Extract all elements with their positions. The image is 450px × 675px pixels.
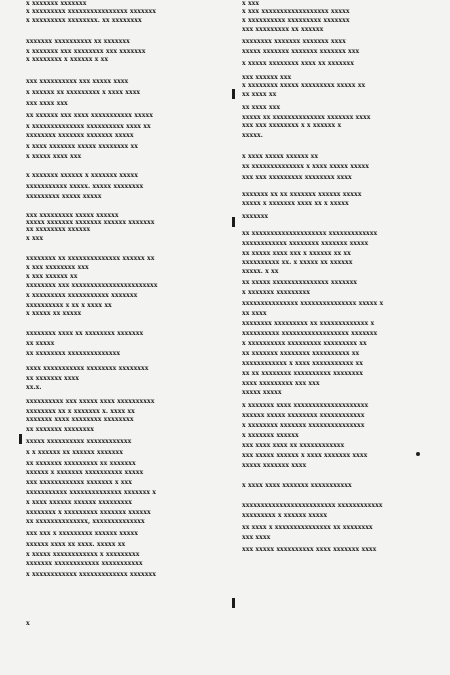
text-line: xxxxxx xxxxx xxxxxxxx xxxxxxxxxxxx [242,412,365,419]
text-line: xxxxxxxx xx xxxxxxxxxxxxxx xxxxxx xx [26,255,155,262]
text-line: xxxxx xxxxxxx xxxx [242,462,307,469]
text-line: xxxxxxxxxxxx xxxxxxxx xxxxxxx xxxxx [242,240,369,247]
text-line: x xxxxx xx xxxxx [26,310,82,317]
text-line: xxxxxx x xxxxxxx xxxxxxxxxx xxxxx [26,469,144,476]
text-line: x xxx xxxxxx xx [26,273,78,280]
text-line: xx xxxx xxx [242,104,281,111]
text-line: xxxxxxxxx x xxxxxx xxxxx [242,512,328,519]
text-line: xxxx xxxxxxxxx xxx xxx [242,380,320,387]
text-line: xxx xxxxxxxxx xx xxxxxx [242,26,324,33]
text-line: xx xxxxxxxxxxxxxx x xxxx xxxxx xxxxx [242,163,369,170]
text-line: xxx xxx xxxxxxxx x x xxxxxx x [242,122,342,129]
text-line: xx xxxx x xxxxxxxxxxxxxxx xx xxxxxxxx [242,524,373,531]
text-line: xxx xxxxx xxxxxxxxxx xxxx xxxxxxx xxxx [242,546,377,553]
text-line: xx xx xxxxxxxx xxxxxxxxxx xxxxxxxx [242,370,363,377]
text-line: xx xxxxxxx xxxxxxxxx xx xxxxxxx [26,460,136,467]
text-line: x xxxxxxxxxxxxxx xxxxxxxxxx xxxx xx [26,123,151,130]
text-line: xxxxxxxxx xxxxx xxxxx [26,193,102,200]
text-line: xxxxxxxxxxxxxxxxxxxxxxxxx xxxxxxxxxxxx [242,502,383,509]
text-line: xxxxx xxxxxxxxxx xxxxxxxxxxxx [26,438,132,445]
text-line: xx xxxxxxxxxxxxxx, xxxxxxxxxxxxxx [26,518,145,525]
text-line: xx xxxxxxx xxxxxxxx xxxxxxxxxx xx [242,350,360,357]
text-line: xxx xxxxxxxxxx xxx xxxxx xxxx [26,78,129,85]
text-line: xxx xxxxxxxxxxxx xxxxxxx x xxx [26,479,133,486]
text-line: xx xxxxxxxxxxxxxxxxxxxx xxxxxxxxxxxxx [242,230,378,237]
text-line: xx xxxxxxx xxxxxxxx [26,426,94,433]
text-line: xxxxxxxxxx xxx xxxxx xxxx xxxxxxxxxx [26,398,155,405]
text-line: xx xxxxx xxxxxxxxxxxxxxx xxxxxxx [242,279,358,286]
text-line: x xxx [26,235,44,242]
text-line: xxxxx xxxxxxx xxxxxxx xxxxxxx xxx [242,48,360,55]
text-line: xx xxxxxx xxx xxxx xxxxxxxxxxx xxxxx [26,112,153,119]
text-line: xxxxx. [242,132,263,139]
text-line: xxxxxxxxxxxxxxx xxxxxxxxxxxxxxx xxxxx x [242,300,384,307]
text-line: xxxxxxxx xxxxxxx xxxxxxx xxxx [242,38,346,45]
text-line: xxxxx xxxxxxx xxxxxxx xxxxxx xxxxxxx [26,219,155,226]
text-line: x xxxxxxx xxxxxxx [26,0,87,7]
ink-speck [416,452,420,456]
text-line: xxxxx x xxxxxxx xxxx xx x xxxxx [242,200,349,207]
text-line: xxxxxxxx xxx xxxxxxxxxxxxxxxxxxxxxxx [26,282,158,289]
right-text-column [242,0,434,675]
text-line: xxxxxxxxxxx xxxxxxxxxxxxxx xxxxxxx x [26,489,156,496]
text-line: x xxx xxxxxxxx xxx [26,264,89,271]
text-line: xxxxxxx xxxx xxxxxxxx xxxxxxxx [26,416,134,423]
left-text-column [26,0,218,675]
text-line: x xxxxxxxxx xxxxxxxxxxxxxxxx xxxxxxx [26,8,156,15]
text-line: xxx xxxx xxxx xx xxxxxxxxxxxx [242,442,345,449]
text-line: x xxxxxxxxxx xxxxxxxxx xxxxxxxxx xx [242,340,367,347]
text-line: xx xxxxxxxx xxxxxx [26,226,91,233]
text-line: x xxxx xxxxx xxxxxx xx [242,153,319,160]
text-line: x xxxx xxxx xxxxxxx xxxxxxxxxxx [242,482,352,489]
text-line: x xxxx xxxxxx xxxxxx xxxxxxxxx [26,499,133,506]
text-line: x xxxxx xxxxxxxxxxxx x xxxxxxxxx [26,551,140,558]
text-line: x xxxxxxx xxxxxxxxx [242,289,310,296]
text-line: xxxxxxxxxxxx x xxxx xxxxxxxxxxx xx [242,360,363,367]
text-line: x xxxxx xxxxxxxx xxxx xx xxxxxxx [242,60,354,67]
text-line: x xxxxxx xx xxxxxxxxx x xxxx xxxx [26,89,141,96]
text-line: xxxxxxxx x xxxxxxxxx xxxxxxx xxxxxx [26,509,151,516]
text-line: xxxxx xxxxx [242,389,282,396]
text-line: xx xxxxxxxx xxxxxxxxxxxxxx [26,350,121,357]
text-line: xxxxxxxxxx x xx x xxxx xx [26,302,112,309]
text-line: xxx xxx x xxxxxxxxx xxxxxx xxxxx [26,530,138,537]
text-line: xxxxxxx xx xx xxxxxxx xxxxxx xxxxx [242,191,362,198]
text-line: xxxxxxxxxxx xxxxx. xxxxx xxxxxxxx [26,183,144,190]
text-line: x xxxxxxx xxxx xxxxxxxxxxxxxxxxxxxx [242,402,369,409]
text-line: xxx xxxxx xxxxxx x xxxx xxxxxxx xxxx [242,452,368,459]
text-line: x xxxxx xxxx xxx [26,153,82,160]
margin-mark [232,217,235,227]
text-line: x xxxxxxx xxx xxxxxxxx xxx xxxxxxx [26,48,146,55]
text-line: xxxxxxxx xxxxxxxxx xx xxxxxxxxxxxxx x [242,320,375,327]
text-line: xxx xxx xxxxxxxxx xxxxxxxx xxxx [242,174,352,181]
text-line: xxxxxxxxxx xxxxxxxxxxxxxxxxxx xxxxxxx [242,330,378,337]
text-line: x [26,620,30,627]
text-line: x x xxxxxx xx xxxxxx xxxxxxx [26,449,124,456]
text-line: x xxxxxxxxxxxx xxxxxxxxxxxxx xxxxxxx [26,571,156,578]
text-line: x xxxxxxxx x xxxxxx x xx [26,56,109,63]
text-line: xxxxxxx [242,213,269,220]
text-line: xxxxxxxxxx xx. x xxxxx xx xxxxxx [242,259,353,266]
text-line: x xxxxxxxx xxxxx xxxxxxxxx xxxxx xx [242,82,366,89]
text-line: x xxxxxxxxxx xxxxxxxxx xxxxxxx [242,17,350,24]
text-line: x xxxx xxxxxxx xxxxx xxxxxxxx xx [26,143,138,150]
text-line: xxx xxxxxx xxx [242,74,292,81]
margin-mark [232,89,235,99]
text-line: xxxx xxxxxxxxxxx xxxxxxxx xxxxxxxx [26,365,149,372]
text-line: xx xxxx xx [242,91,277,98]
text-line: xxxxxx xxxx xx xxxx. xxxxx xx [26,541,126,548]
margin-mark [19,434,22,444]
text-line: xxxxxxxx xxxx xx xxxxxxxx xxxxxxx [26,330,144,337]
text-line: x xxx [242,0,260,7]
text-line: xx xxxxx xxxx xxx x xxxxxx xx xx [242,250,351,257]
text-line: xxx xxxx [242,534,271,541]
text-line: xxxxxxx xxxxxxxxxx xx xxxxxxx [26,38,130,45]
text-line: x xxxxxxx xxxxxx [242,432,299,439]
text-line: x xxxxxxx xxxxxx x xxxxxxx xxxxx [26,172,138,179]
text-line: xx xxxx [242,310,267,317]
text-line: xxxxx. x xx [242,268,279,275]
text-line: xxxxxxxx xx x xxxxxxx x. xxxx xx [26,408,135,415]
text-line: xxx xxxx xxx [26,100,68,107]
text-line: xx xxxxxxx xxxx [26,375,80,382]
text-line: x xxxxxxxx xxxxxxx xxxxxxxxxxxxxxx [242,422,365,429]
text-line: xxxxx xx xxxxxxxxxxxxxx xxxxxxx xxxx [242,114,371,121]
text-line: x xxx xxxxxxxxxxxxxxxxxx xxxxx [242,8,350,15]
text-line: xxxxxxxx xxxxxxx xxxxxxx xxxxx [26,132,134,139]
margin-mark [232,598,235,608]
text-line: x xxxxxxxxx xxxxxxxxxxx xxxxxxx [26,292,138,299]
text-line: x xxxxxxxxx xxxxxxxx. xx xxxxxxxx [26,17,142,24]
text-line: xx xxxxx [26,340,55,347]
text-line: xxxxxxx xxxxxxxxxxxx xxxxxxxxxxx [26,560,143,567]
text-line: xxx xxxxxxxxx xxxxx xxxxxx [26,212,119,219]
text-line: xx.x. [26,384,42,391]
